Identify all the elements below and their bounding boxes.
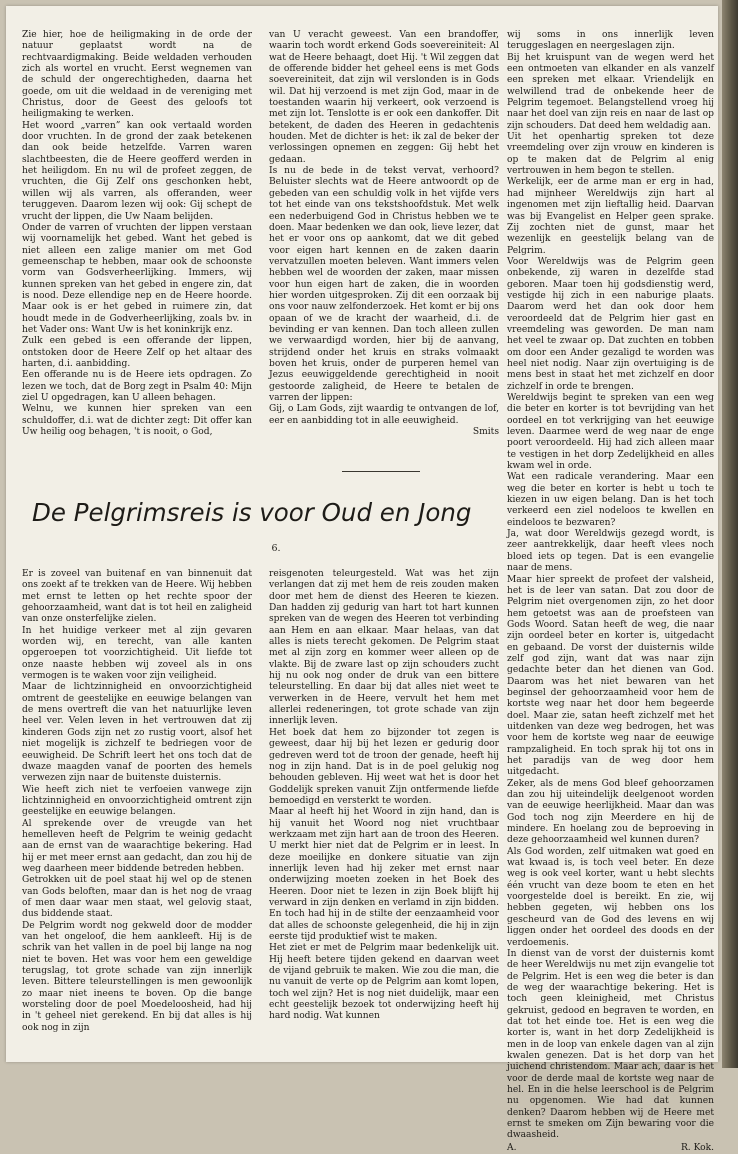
section-divider [342, 471, 420, 472]
signature-author: R. Kok. [680, 1142, 714, 1153]
paragraph: Voor Wereldwijs was de Pelgrim geen onbekende, zij waren in dezelfde stad geboren. Maar toen hij godsdienstig werd, vestigde hij zich in een naburige plaats. Daarom werd het dan ook door hem veroordeeld dat de Pelgrim hier gast en vreemdeling was geworden. De man nam het veel te zwaar op. Dat zuchten en tobben om door een Ander gezaligd te worden was heel niet nodig. Naar zijn overtuiging is de mens best in staat het met zichzelf en door zichzelf in orde te brengen. [507, 256, 714, 392]
signature-initial: A. [507, 1142, 517, 1153]
paragraph: Welnu, we kunnen hier spreken van een schuldoffer, d.i. wat de dichter zegt: Dit offer kan Uw heilig oog behagen, 't is nooit, o God, [22, 404, 252, 438]
paragraph: Wie heeft zich niet te verfoeien vanwege zijn lichtzinnigheid en onvoorzichtigheid omtrent zijn geestelijke en eeuwige belangen. [22, 784, 252, 818]
paragraph: Zulk een gebed is een offerande der lippen, ontstoken door de Heere Zelf op het altaar des harten, d.i. aanbidding. [22, 336, 252, 369]
paragraph: Is nu de bede in de tekst vervat, verhoord? Beluister slechts wat de Heere antwoordt op de gebeden van een schuldig volk in het vijfde vers tot het einde van ons tekstshoofdstuk. Met welk een nederbuigend God in Christus hebben we te doen. Maar bedenken we dan ook, lieve lezer, dat het er voor ons op aankomt, dat we dit gebed voor eigen hart kennen en de zaken daarin vervatzullen moeten beleven. Want immers velen hebben wel de woorden der zaken, maar missen voor hun eigen hart de zaken, die in woorden hier worden uitgesproken. Zij dit een oorzaak bij ons voor nauw zelfonderzoek. Het komt er bij ons opaan of we de kracht der waarheid, d.i. de bevinding er van kennen. Dan toch alleen zullen we verwaardigd worden, hier bij de aanvang, strijdend onder het kruis en straks volmaakt boven het kruis, onder de purperen hemel van Jezus eeuwiggeldende gerechtigheid in nooit gestoorde zaligheid, de Heere te betalen de varren der lippen: [269, 166, 499, 403]
article-signature [507, 1143, 714, 1154]
right-column [507, 30, 714, 1153]
paragraph: Zeker, als de mens God bleef gehoorzamen dan zou hij uiteindelijk deelgenoot worden van de eeuwige heerlijkheid. Maar dan was God toch nog zijn Meerdere en hij de mindere. En hoelang zou de beproeving in deze gehoorzaamheid wel kunnen duren? [507, 778, 714, 846]
paragraph: Er is zoveel van buitenaf en van binnenuit dat ons zoekt af te trekken van de Heere. Wij hebben met ernst te letten op het rechte spoor der gehoorzaamheid, want dat is tot heil en zaligheid van onze onsterfelijke zielen. [22, 569, 252, 625]
top-article-signature: Smits [472, 427, 499, 438]
paragraph: Als God worden, zelf uitmaken wat goed en wat kwaad is, is toch veel beter. En deze weg is ook veel korter, want u hebt slechts één vrucht van deze boom te eten en het voorgestelde doel is bereikt. En zie, wij hebben gegeten, wij hebben ons los gescheurd van de God des levens en wij liggen onder het oordeel des doods en der verdoemenis. [507, 846, 714, 948]
article-title: De Pelgrimsreis is voor Oud en Jong [32, 498, 472, 527]
top-article-column-1 [22, 30, 252, 458]
paragraph: reisgenoten teleurgesteld. Wat was het zijn verlangen dat zij met hem de reis zouden maken door met hem de dienst des Heeren te kiezen. Dan hadden zij gedurig van hart tot hart kunnen spreken van de wegen des Heeren tot verbinding aan Hem en aan elkaar. Maar helaas, van dat alles is niets terecht gekomen. De Pelgrim staat met al zijn zorg en kommer weer alleen op de vlakte. Bij de zware last op zijn schouders zucht hij nu ook nog onder de druk van een bittere teleurstelling. En daar bij dat alles niet weet te verwerken in de Heere, vervult het hem met allerlei redeneringen, tot grote schade van zijn innerlijk leven. [269, 569, 499, 727]
paragraph: Maar de lichtzinnigheid en onvoorzichtigheid omtrent de geestelijke en eeuwige belangen van de mens overtreft die van het natuurlijke leven heel ver. Velen leven in het vertrouwen dat zij kinderen Gods zijn net zo rustig voort, alsof het niet mogelijk is zichzelf te bedriegen voor de eeuwigheid. De Schrift leert het ons toch dat de dwaze maagden vanaf de poorten des hemels verwezen zijn naar de buitenste duisternis. [22, 682, 252, 784]
paragraph: wij soms in ons innerlijk leven teruggeslagen en neergeslagen zijn. [507, 30, 714, 52]
paragraph: In dienst van de vorst der duisternis komt de heer Wereldwijs nu met zijn evangelie tot de Pelgrim. Het is een weg die beter is dan de weg der waarachtige bekering. Het is toch geen kleinigheid, met Christus gekruist, gedood en begraven te worden, en dat tot het einde toe. Het is een weg die korter is, want in het dorp Zedelijkheid is men in de loop van enkele dagen van al zijn kwalen genezen. Dat is het dorp van het juichend christendom. Maar ach, daar is het voor de derde maal de kortste weg naar de hel. En in die helse leerschool is de Pelgrim nu opgenomen. Wie had dat kunnen denken? Daarom hebben wij de Heere met ernst te smeken om Zijn bewaring voor die dwaasheid. [507, 948, 714, 1141]
paragraph: In het huidige verkeer met al zijn gevaren worden wij, en terecht, van alle kanten opgeroepen tot voorzichtigheid. Uit liefde tot onze naaste hebben wij zoveel als in ons vermogen is te waken voor zijn veiligheid. [22, 625, 252, 682]
paragraph: Gij, o Lam Gods, zijt waardig te ontvangen de lof, eer en aanbidding tot in alle eeuwigheid. [269, 404, 499, 426]
binding-edge [722, 0, 738, 1068]
paragraph: Al sprekende over de vreugde van het hemelleven heeft de Pelgrim te weinig gedacht aan de ernst van de waarachtige bekering. Had hij er met meer ernst aan gedacht, dan zou hij de weg daarheen meer biddende betreden hebben. [22, 818, 252, 874]
article-column-1 [22, 569, 252, 1061]
paragraph: Het woord „varren” kan ook vertaald worden door vruchten. In de grond der zaak betekenen dan ook beide hetzelfde. Varren waren slachtbeesten, die de Heere geofferd werden in het heiligdom. En nu wil de profeet zeggen, de vruchten, die Gij Zelf ons geschonken hebt, willen wij als varren, als offeranden, weer teruggeven. Daarom lezen wij ook: Gij schept de vrucht der lippen, die Uw Naam belijden. [22, 120, 252, 222]
paragraph: Zie hier, hoe de heiligmaking in de orde der natuur geplaatst wordt na de rechtvaardigmaking. Beide weldaden verhouden zich als wortel en vrucht. Eerst wegnemen van de schuld der ongerechtigheden, daarna het goede, om uit die weldaad in de vereniging met Christus, door de Geest des geloofs tot heiligmaking te werken. [22, 30, 252, 120]
magazine-page [6, 6, 718, 1153]
paragraph: Wereldwijs begint te spreken van een weg die beter en korter is tot bevrijding van het oordeel en tot verkrijging van het eeuwige leven. Daarmee werd de weg naar de enge poort veroordeeld. Hij had zich alleen maar te vestigen in het dorp Zedelijkheid en alles kwam wel in orde. [507, 393, 714, 472]
paragraph: Uit het openhartig spreken tot deze vreemdeling over zijn vrouw en kinderen is op te maken dat de Pelgrim al enig vertrouwen in hem begon te stellen. [507, 132, 714, 177]
paragraph: Het ziet er met de Pelgrim maar bedenkelijk uit. Hij heeft betere tijden gekend en daarvan weet de vijand gebruik te maken. Wie zou die man, die nu vanuit de verte op de Pelgrim aan komt lopen, toch wel zijn? Het is nog niet duidelijk, maar een echt geestelijk bezoek tot onderwijzing heeft hij hard nodig. Wat kunnen [269, 943, 499, 1022]
paragraph: Maar hier spreekt de profeet der valsheid, het is de leer van satan. Dat zou door de Pelgrim niet overgenomen zijn, zo het door hem getoetst was aan de proefsteen van Gods Woord. Satan heeft de weg, die naar zijn oordeel beter en korter is, uitgedacht en gebaand. De vorst der duisternis wilde zelf god zijn, want dat was naar zijn gedachte beter dan het dienen van God. Daarom was het niet bewaren van het beginsel der gehoorzaamheid voor hem de kortste weg naar het door hem begeerde doel. Maar zie, satan heeft zichzelf met het uitdenken van deze weg bedrogen, het was voor hem de kortste weg naar de eeuwige rampzaligheid. En toch sprak hij tot ons in het paradijs van de weg door hem uitgedacht. [507, 574, 714, 778]
paragraph: De Pelgrim wordt nog gekweld door de modder van het ongeloof, die hem aankleeft. Hij is de schrik van het vallen in de poel bij lange na nog niet te boven. Het was voor hem een geweldige terugslag, tot grote schade van zijn innerlijk leven. Bittere teleurstellingen is men gewoonlijk zo maar niet ineens te boven. Op die bange worsteling door de poel Moedeloosheid, had hij in 't geheel niet gerekend. En bij dat alles is hij ook nog in zijn [22, 920, 252, 1033]
paragraph: Onder de varren of vruchten der lippen verstaan wij voornamelijk het gebed. Want het gebed is niet alleen een zalige manier om met God gemeenschap te hebben, maar ook de schoonste vorm van Godsverheerlijking. Immers, wij kunnen spreken van het gebed in engere zin, dat is nood. Deze ellendige nep en de Heere hoorde. Maar ook is er het gebed in ruimere zin, dat houdt mede in de Godverheerlijking, zoals bv. in het Vader ons: Want Uw is het koninkrijk enz. [22, 222, 252, 335]
paragraph: Werkelijk, eer de arme man er erg in had, had mijnheer Wereldwijs zijn hart al ingenomen met zijn lieftallig heid. Daarvan was bij Evangelist en Helper geen sprake. Zij zochten niet de gunst, maar het wezenlijk en geestelijk belang van de Pelgrim. [507, 177, 714, 256]
article-column-2 [269, 569, 499, 1061]
paragraph: Wat een radicale verandering. Maar een weg die beter en korter is hebt u toch te kiezen in uw eigen belang. Dan is het toch verkeerd een ziel nodeloos te kwellen en eindeloos te bezwaren? [507, 472, 714, 528]
paragraph: Ja, wat door Wereldwijs gezegd wordt, is zeer aantrekkelijk, daar heeft vlees noch bloed iets op tegen. Dat is een evangelie naar de mens. [507, 529, 714, 574]
paragraph: Het boek dat hem zo bijzonder tot zegen is geweest, daar hij bij het lezen er gedurig door gedreven werd tot de troon der genade, heeft hij nog in zijn hand. Dat is in de poel gelukig nog behouden gebleven. Hij weet wat het is door het Goddelijk spreken vanuit Zijn ontfermende liefde bemoedigd en versterkt te worden. [269, 727, 499, 806]
top-article-column-2 [269, 30, 499, 450]
part-number: 6. [271, 543, 281, 554]
paragraph: Getrokken uit de poel staat hij wel op de stenen van Gods beloften, maar dan is het nog de vraag of men daar waar men staat, wel gelovig staat, dus biddende staat. [22, 875, 252, 920]
paragraph: Bij het kruispunt van de wegen werd het een ontmoeten van elkander en als vanzelf een spreken met elkaar. Vriendelijk en welwillend trad de onbekende heer de Pelgrim tegemoet. Belangstellend vroeg hij naar het doel van zijn reis en naar de last op zijn schouders. Dat deed hem weldadig aan. [507, 52, 714, 131]
paragraph: van U veracht geweest. Van een brandoffer, waarin toch wordt erkend Gods soevereiniteit: Al wat de Heere behaagt, doet Hij. 't Wil zeggen dat de offerende bidder het geheel eens is met Gods soevereiniteit, dat zijn wil verslonden is in Gods wil. Dat hij verzoend is met zijn God, maar in de toestanden waarin hij verkeert, ook verzoend is met zijn lot. Tenslotte is er ook een dankoffer. Dit betekent, de daden des Heeren in gedachtenis houden. Met de dichter is het: ik zal de beker der verlossingen opnemen en zeggen: Gij hebt het gedaan. [269, 30, 499, 165]
paragraph: Maar al heeft hij het Woord in zijn hand, dan is hij vanuit het Woord nog niet vruchtbaar werkzaam met zijn hart aan de troon des Heeren. U merkt hier niet dat de Pelgrim er in leest. In deze moeilijke en donkere situatie van zijn innerlijk leven had hij zeker met ernst naar onderwijzing moeten zoeken in het Boek des Heeren. Door niet te lezen in zijn Boek blijft hij verward in zijn denken en verlamd in zijn bidden. En toch had hij in de stilte der eenzaamheid voor dat alles de schoonste gelegenheid, die hij in zijn eerste tijd produktief wist te maken. [269, 807, 499, 942]
paragraph: Een offerande nu is de Heere iets opdragen. Zo lezen we toch, dat de Borg zegt in Psalm 40: Mijn ziel U opgedragen, kan U alleen behagen. [22, 370, 252, 403]
